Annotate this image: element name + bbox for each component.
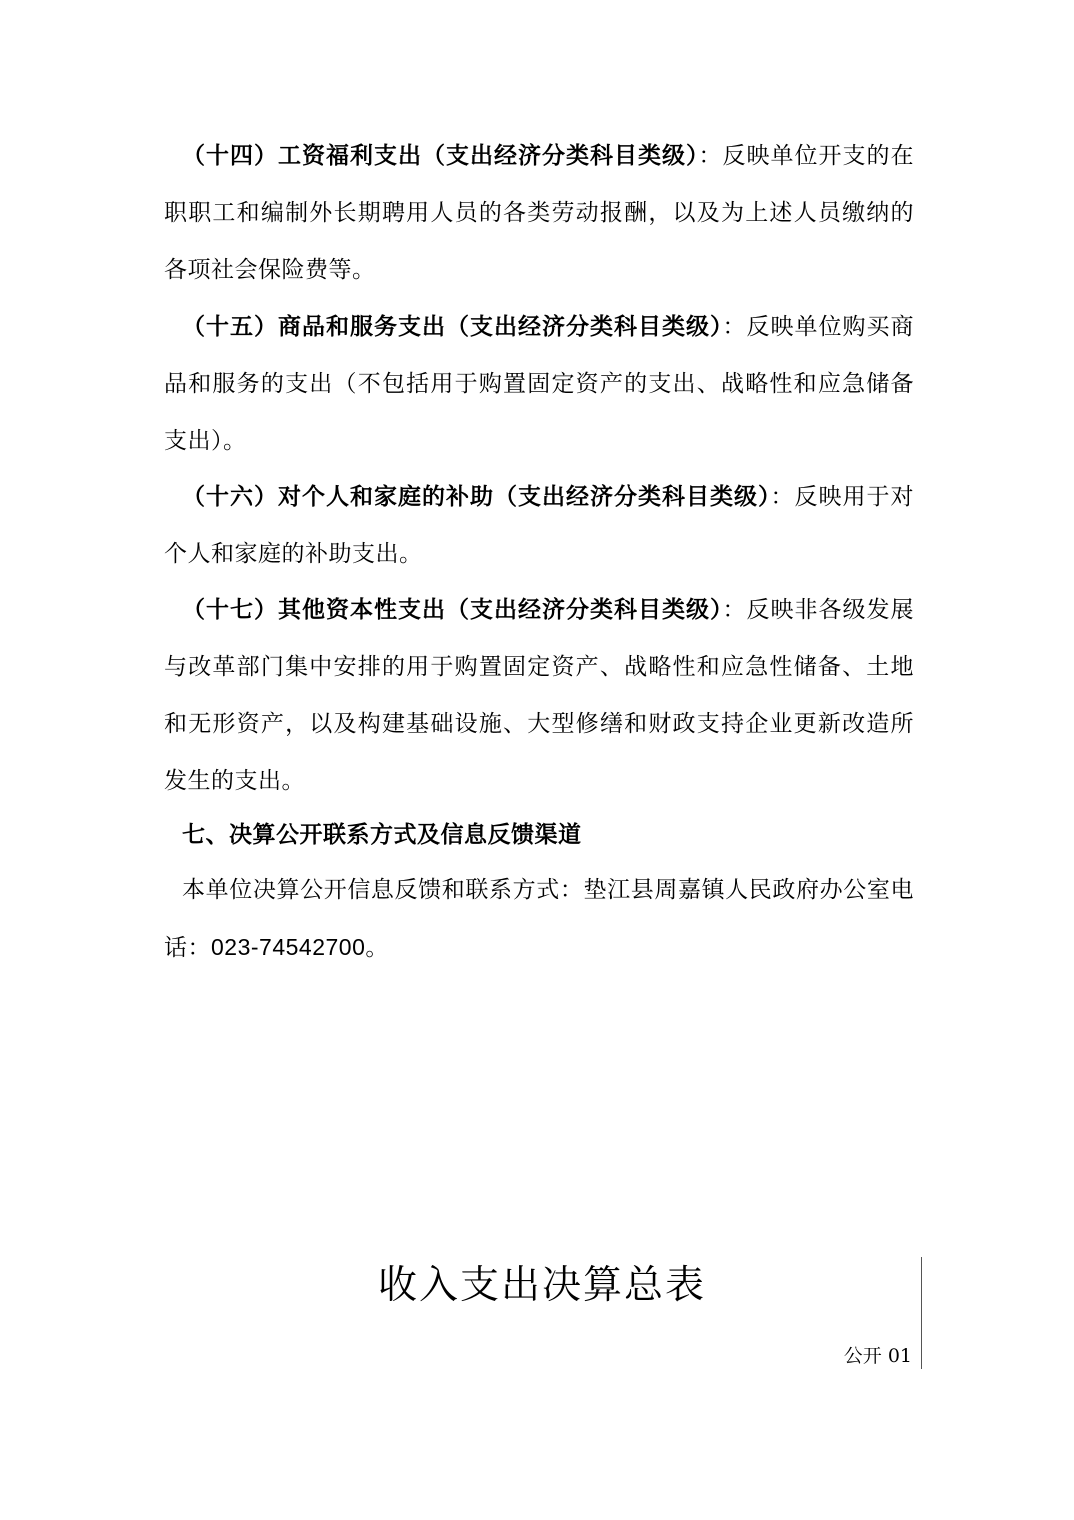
contact-paragraph xyxy=(164,862,914,977)
item-lead: （十五）商品和服务支出（支出经济分类科目类级） xyxy=(182,314,723,340)
item-body: ：反映单位开支的在职职工和编制外长期聘用人员的各类劳动报酬，以及为上述人员缴纳的各项社会保险费等。 xyxy=(164,143,914,283)
table-code: 公开 01 xyxy=(843,1345,912,1367)
end-mark: 。 xyxy=(365,935,389,961)
item-wage-welfare xyxy=(164,128,914,299)
item-lead: （十六）对个人和家庭的补助（支出经济分类科目类级） xyxy=(182,484,771,510)
item-other-capital xyxy=(164,582,914,810)
contact-text: 本单位决算公开信息反馈和联系方式：垫江县周嘉镇人民政府办公室电话： xyxy=(164,877,914,961)
item-body: ：反映用于对个人和家庭的补助支出。 xyxy=(164,484,914,567)
contact-phone: 023-74542700 xyxy=(211,934,366,960)
item-lead: （十七）其他资本性支出（支出经济分类科目类级） xyxy=(182,597,723,623)
section-heading: 七、决算公开联系方式及信息反馈渠道 xyxy=(182,822,582,848)
item-body: ：反映非各级发展与改革部门集中安排的用于购置固定资产、战略性和应急性储备、土地和无形资产，以及构建基础设施、大型修缮和财政支持企业更新改造所发生的支出。 xyxy=(164,597,914,794)
item-goods-services xyxy=(164,299,914,470)
item-body: ：反映单位购买商品和服务的支出（不包括用于购置固定资产的支出、战略性和应急储备支出）。 xyxy=(164,314,914,454)
item-household-subsidy xyxy=(164,469,914,583)
page-border-line xyxy=(921,1257,922,1369)
item-lead: （十四）工资福利支出（支出经济分类科目类级） xyxy=(182,143,699,169)
table-title: 收入支出决算总表 xyxy=(377,1263,706,1308)
